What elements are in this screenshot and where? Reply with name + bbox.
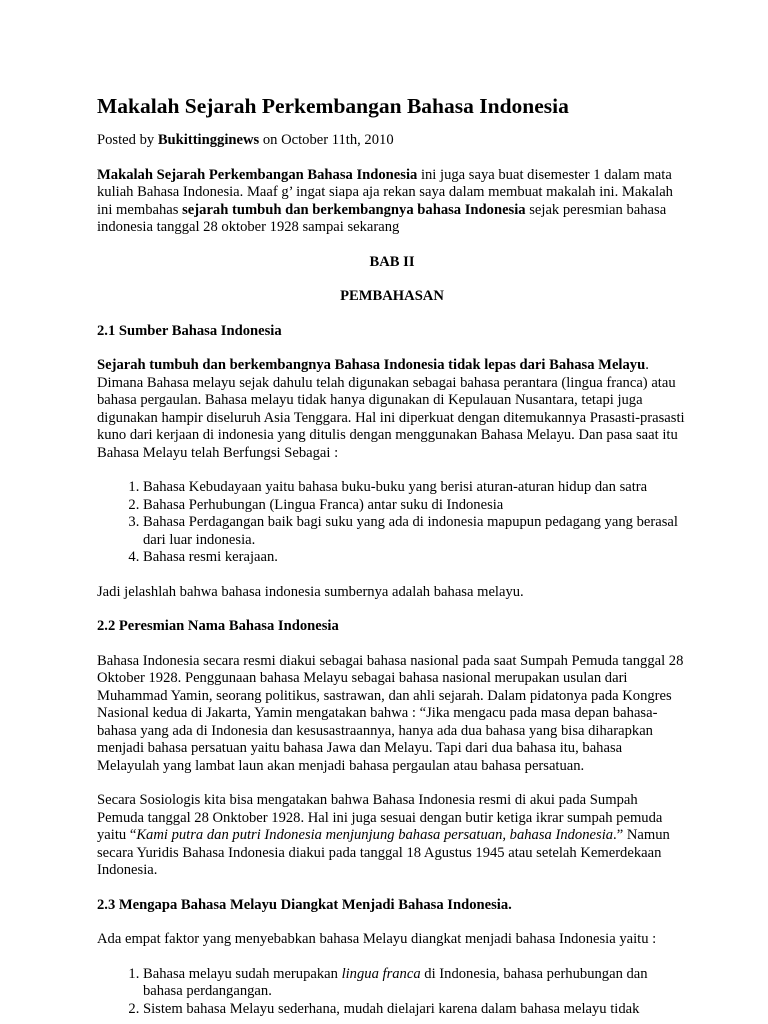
byline-prefix: Posted by (97, 132, 158, 148)
factor-1-italic: lingua franca (341, 965, 421, 982)
sumpah-pemuda-quote: Kami putra dan putri Indonesia menjunjung bahasa persatuan, bahasa Indonesia (136, 827, 614, 843)
intro-bold-title: Makalah Sejarah Perkembangan Bahasa Indonesia (97, 166, 418, 183)
page-title: Makalah Sejarah Perkembangan Bahasa Indonesia (97, 94, 569, 118)
section-2-1-body: . Dimana Bahasa melayu sejak dahulu telah digunakan sebagai bahasa perantara (lingua franca) atau bahasa pergaulan. Bahasa melayu tidak hanya digunakan di Kepulauan Nusantara, tetapi juga digunakan hampir diseluruh Asia Tenggara. Hal ini diperkuat dengan ditemukannya Prasasti-prasasti kuno dari kerjaan di indonesia yang ditulis dengan menggunakan Bahasa Melayu. Dan pasa saat itu Bahasa Melayu telah Berfungsi Sebagai : (97, 357, 685, 461)
chapter-title: PEMBAHASAN (340, 288, 444, 304)
list-item: 2. Bahasa Perhubungan (Lingua Franca) antar suku di Indonesia (143, 497, 687, 515)
section-2-1-paragraph (97, 357, 687, 462)
factors-list (97, 966, 687, 1019)
section-2-1-conclusion: Jadi jelashlah bahwa bahasa indonesia sumbernya adalah bahasa melayu. (97, 583, 524, 600)
intro-paragraph (97, 167, 687, 237)
section-2-1-lead: Sejarah tumbuh dan berkembangnya Bahasa Indonesia tidak lepas dari Bahasa Melayu (97, 357, 646, 373)
melayu-functions-list (97, 479, 687, 567)
section-heading-2-1: 2.1 Sumber Bahasa Indonesia (97, 322, 282, 339)
document-content (97, 94, 687, 1024)
section-2-2-text-pre: Secara Sosiologis kita bisa mengatakan bahwa Bahasa Indonesia resmi di akui pada Sumpah Pemuda tanggal 28 Onktober 1928. Hal ini juga sesuai dengan butir ketiga ikrar sumpah pemuda yaitu “ (97, 792, 663, 843)
chapter-number: BAB II (369, 253, 415, 270)
section-2-2-text-post: .” Namun secara Yuridis Bahasa Indonesia diakui pada tanggal 18 Agustus 1945 atau setelah Kemerdekaan Indonesia. (97, 827, 670, 878)
section-heading-2-3: 2.3 Mengapa Bahasa Melayu Diangkat Menjadi Bahasa Indonesia. (97, 896, 512, 913)
factor-1-pre: Bahasa melayu sudah merupakan (143, 965, 342, 982)
section-heading-2-2: 2.2 Peresmian Nama Bahasa Indonesia (97, 618, 339, 634)
factor-1-post: di Indonesia, bahasa perhubungan dan bahasa perdangangan. (143, 965, 648, 999)
section-2-2-paragraph-1: Bahasa Indonesia secara resmi diakui sebagai bahasa nasional pada saat Sumpah Pemuda tanggal 28 Oktober 1928. Penggunaan bahasa Melayu sebagai bahasa nasional merupakan usulan dari Muhammad Yamin, seorang politikus, sastrawan, dan ahli sejarah. Dalam pidatonya pada Kongres Nasional kedua di Jakarta, Yamin mengatakan bahwa : “Jika mengacu pada masa depan bahasa-bahasa yang ada di Indonesia dan kesusastraannya, hanya ada dua bahasa yang bisa diharapkan menjadi bahasa persatuan yaitu bahasa Jawa dan Melayu. Tapi dari dua bahasa itu, bahasa Melayulah yang lambat laun akan menjadi bahasa pergaulan atau bahasa persatuan. (97, 652, 684, 774)
intro-text-1: ini juga saya buat disemester 1 dalam mata kuliah Bahasa Indonesia. Maaf g’ ingat siapa aja rekan saya dalam membuat makalah ini. Makalah ini membahas (97, 166, 673, 218)
list-item: 3. Bahasa Perdagangan baik bagi suku yang ada di indonesia mapupun pedagang yang berasal dari luar indonesia. (143, 514, 687, 549)
byline-suffix: on October 11th, 2010 (259, 132, 394, 148)
byline (97, 132, 687, 150)
intro-bold-topic: sejarah tumbuh dan berkembangnya bahasa Indonesia (182, 201, 526, 218)
list-item: 4. Bahasa resmi kerajaan. (143, 549, 687, 567)
byline-author: Bukittingginews (157, 132, 260, 148)
intro-text-2: sejak peresmian bahasa indonesia tanggal 28 oktober 1928 sampai sekarang (97, 201, 667, 235)
section-2-3-intro: Ada empat faktor yang menyebabkan bahasa Melayu diangkat menjadi bahasa Indonesia yaitu : (97, 931, 657, 947)
list-item: 1. Bahasa Kebudayaan yaitu bahasa buku-buku yang berisi aturan-aturan hidup dan satra (143, 479, 687, 497)
list-item: 2. Sistem bahasa Melayu sederhana, mudah dielajari karena dalam bahasa melayu tidak (143, 1001, 687, 1019)
section-2-2-paragraph-2 (97, 792, 687, 880)
list-item (143, 966, 687, 1001)
